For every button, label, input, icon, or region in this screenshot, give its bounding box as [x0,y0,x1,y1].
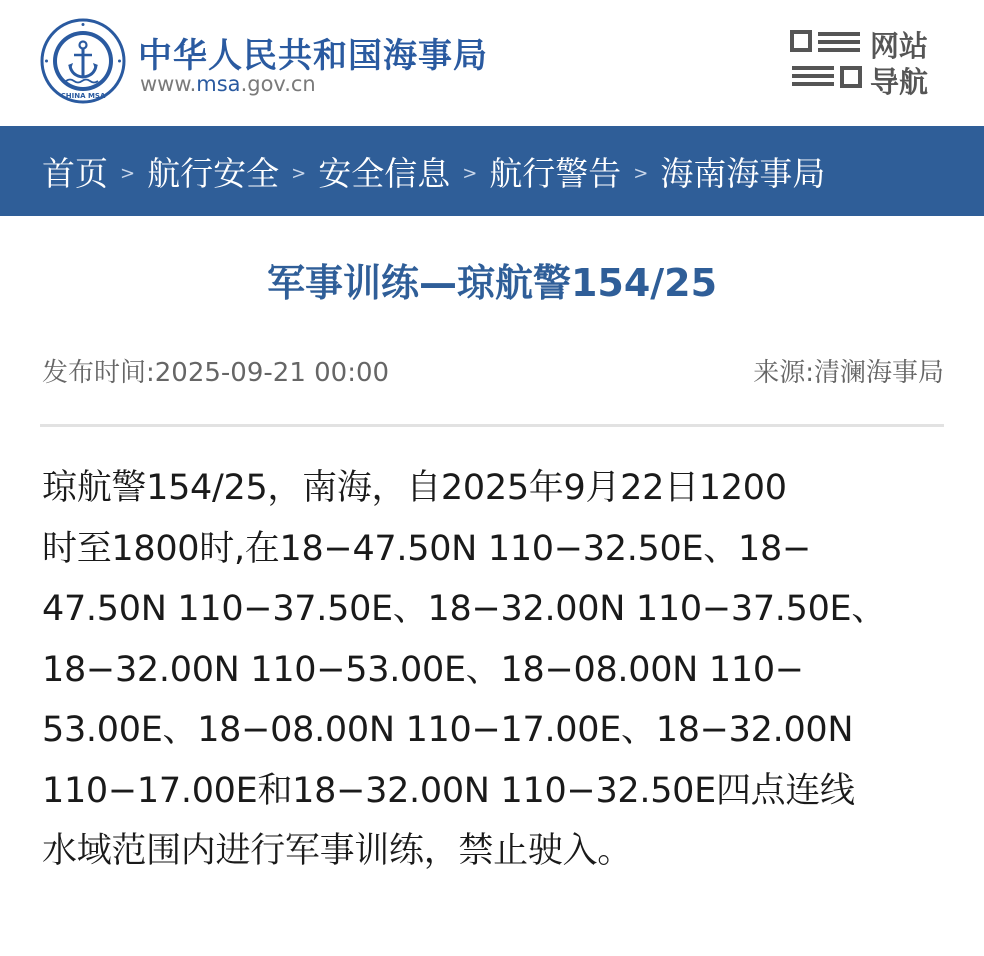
breadcrumb-item-safety-info[interactable]: 安全信息 [318,153,451,193]
nav-guide-label-1[interactable]: 网站 [870,29,929,63]
msa-logo-icon[interactable] [40,18,126,104]
nav-guide-label-2[interactable]: 导航 [870,65,929,99]
site-url[interactable] [140,72,316,96]
breadcrumb-item-navigation-warning[interactable]: 航行警告 [489,153,622,193]
site-name[interactable]: 中华人民共和国海事局 [138,36,488,76]
breadcrumb-separator: > [462,162,478,184]
article-body-line: 水域范围内进行军事训练，禁止驶入。 [42,831,632,871]
article-body [42,458,942,882]
breadcrumb-separator: > [291,162,307,184]
breadcrumb-item-hainan-msa[interactable]: 海南海事局 [660,153,826,193]
breadcrumb-item-navigation-safety[interactable]: 航行安全 [147,153,280,193]
site-url-accent: msa [196,72,241,96]
site-navigation-icon [788,26,868,96]
breadcrumb [0,126,984,216]
site-url-prefix: www. [140,72,197,96]
publish-time: 发布时间:2025-09-21 00:00 [42,358,390,388]
breadcrumb-separator: > [633,162,649,184]
article-title: 军事训练—琼航警154/25 [266,261,718,305]
site-header [0,0,984,126]
article-body-line: 53.00E、18−08.00N 110−17.00E、18−32.00N [42,710,854,750]
site-url-suffix: .gov.cn [240,72,316,96]
article-body-line: 47.50N 110−37.50E、18−32.00N 110−37.50E、 [42,589,887,629]
breadcrumb-separator: > [120,162,136,184]
article-source: 来源:清澜海事局 [753,358,944,388]
article-body-line: 时至1800时,在18−47.50N 110−32.50E、18− [42,528,811,569]
article-body-line: 琼航警154/25，南海，自2025年9月22日1200 [42,468,787,508]
article-body-line: 18−32.00N 110−53.00E、18−08.00N 110− [42,649,804,690]
logo-ring-text: CHINA MSA [60,92,106,100]
breadcrumb-item-home[interactable]: 首页 [42,153,108,193]
divider [40,424,944,427]
article-body-line: 110−17.00E和18−32.00N 110−32.50E四点连线 [42,770,855,811]
